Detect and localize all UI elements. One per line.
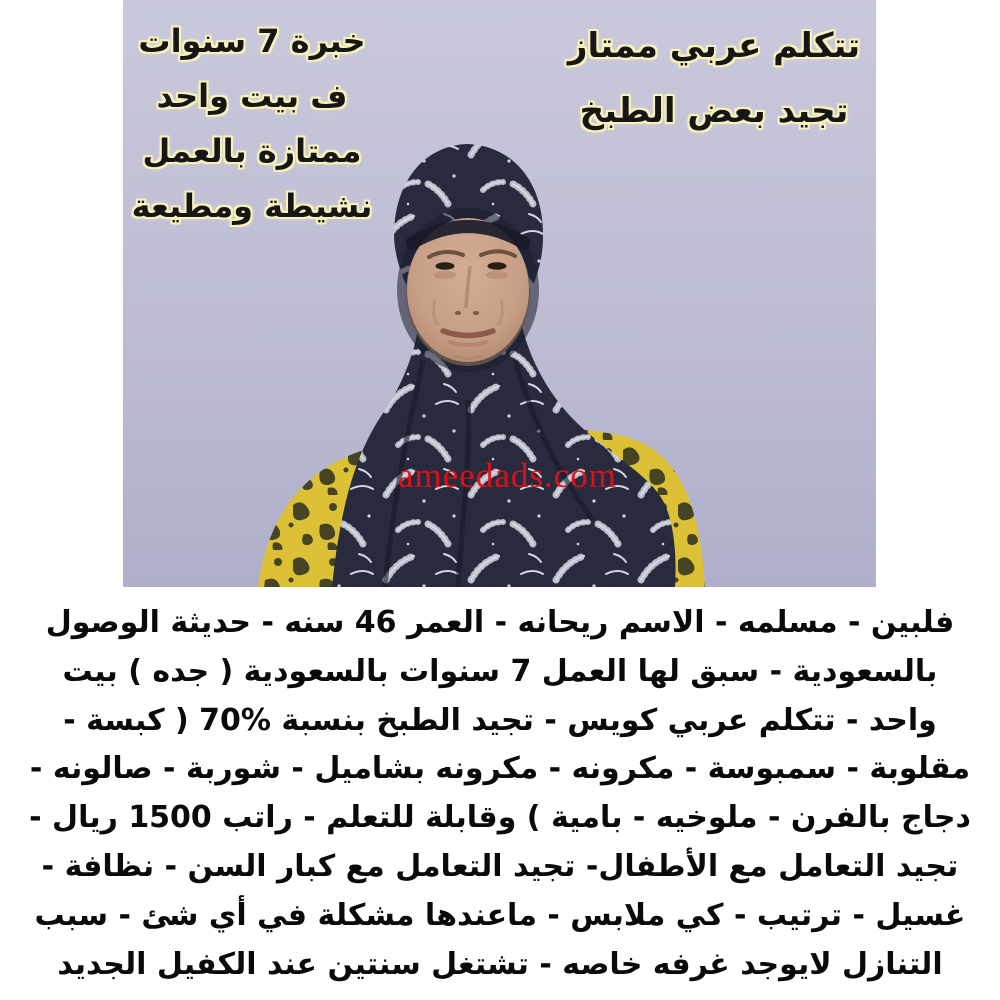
top-left-caption	[131, 14, 373, 234]
top-right-caption	[566, 14, 862, 144]
caption-line: ممتازة بالعمل	[142, 132, 362, 170]
description-line: غسيل - ترتيب - كي ملابس - ماعندها مشكلة في أي شئ - سبب	[34, 897, 966, 933]
left-eye	[436, 262, 455, 270]
caption-line: نشيطة ومطيعة	[131, 187, 373, 225]
watermark: ameedads.com	[398, 456, 617, 495]
caption-line: ف بيت واحد	[156, 77, 348, 115]
description-line: مقلوبة - سمبوسة - مكرونه - مكرونه بشاميل - شوربة - صالونه -	[29, 751, 971, 787]
right-eye	[488, 262, 507, 270]
caption-line: خبرة 7 سنوات	[138, 22, 366, 60]
description-line: بالسعودية - سبق لها العمل 7 سنوات بالسعودية ( جده ) بيت	[62, 653, 938, 689]
description-text	[0, 599, 1000, 989]
description-line: دجاج بالفرن - ملوخيه - بامية ) وقابلة للتعلم - راتب 1500 ريال -	[29, 800, 971, 836]
caption-line: تجيد بعض الطبخ	[579, 91, 849, 131]
description-line: التنازل لايوجد غرفه خاصه - تشتغل سنتين عند الكفيل الجديد	[57, 946, 943, 982]
caption-line: تتكلم عربي ممتاز	[567, 26, 861, 66]
description-line: واحد - تتكلم عربي كويس - تجيد الطبخ بنسبة %70 ( كبسة -	[63, 702, 937, 738]
description-line: فلبين - مسلمه - الاسم ريحانه - العمر 46 سنه - حديثة الوصول	[45, 605, 955, 640]
description-line: تجيد التعامل مع الأطفال- تجيد التعامل مع كبار السن - نظافة -	[41, 848, 959, 884]
